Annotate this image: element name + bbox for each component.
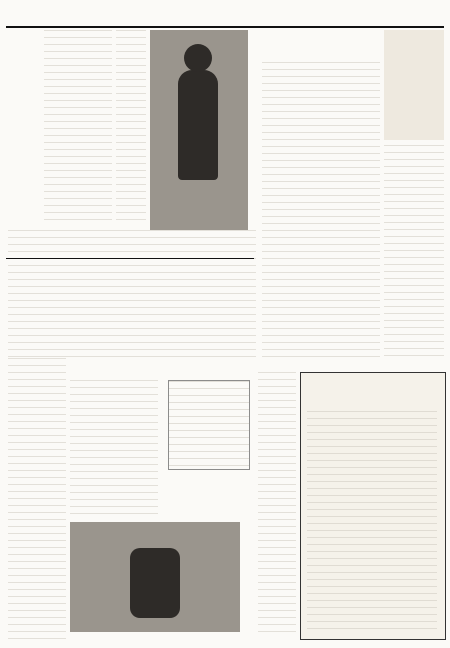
schedule-box <box>168 380 250 470</box>
right-calligraphy-title <box>384 30 444 50</box>
zoo-short-body <box>70 380 158 520</box>
right-notice-box <box>300 372 446 640</box>
left-feature-body-lower <box>8 230 256 358</box>
divider-left <box>6 258 254 259</box>
left-feature-body-upper-2 <box>116 30 146 225</box>
top-right-body <box>262 62 380 362</box>
feature-photo <box>150 30 248 230</box>
bottom-left-body <box>8 358 66 640</box>
left-feature-body-upper <box>44 30 112 225</box>
lower-photo <box>70 522 240 632</box>
right-notice-body <box>307 411 437 631</box>
masthead <box>6 4 444 28</box>
right-calligraphy-block <box>384 30 444 140</box>
right-column-body <box>384 145 444 360</box>
right-lower-body <box>258 372 296 638</box>
